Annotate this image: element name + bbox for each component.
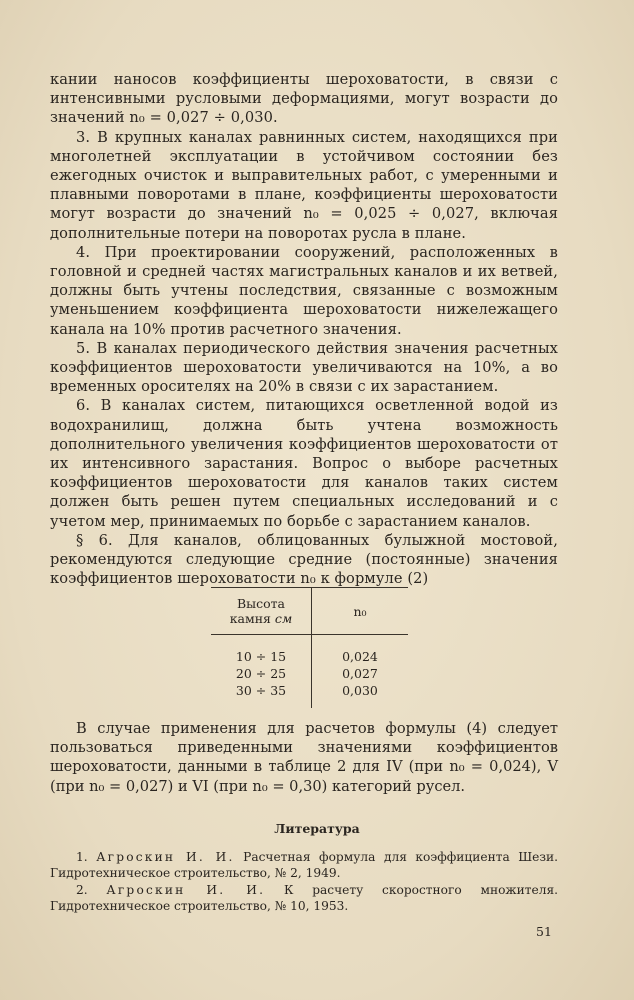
reference-author: Агроскин И. И. bbox=[106, 883, 266, 898]
reference-item bbox=[50, 850, 558, 881]
body-text bbox=[50, 70, 558, 588]
literature-heading: Литература bbox=[274, 821, 360, 836]
table-header-row bbox=[211, 588, 408, 635]
paragraph-item-4: 4. При проектировании сооружений, расположенных в головной и средней частях магистральных каналов и их ветвей, должны быть учтены последствия, связанные с возможным уменьшением коэффициента шероховатости нижележащего канала на 10% против расчетного значения. bbox=[50, 243, 558, 338]
table-row bbox=[211, 664, 408, 681]
header-height-line2: камня bbox=[229, 611, 271, 626]
header-stone-height bbox=[211, 588, 312, 635]
reference-text: Расчетная формула для коэффициента Шези. Гидротехническое строительство, № 2, 1949. bbox=[50, 850, 559, 880]
reference-item bbox=[50, 883, 558, 914]
table-row bbox=[211, 681, 408, 708]
table-row bbox=[211, 635, 408, 665]
paragraph-item-5: 5. В каналах периодического действия значения расчетных коэффициентов шероховатости увеличиваются на 10%, а во временных оросителях на 20% в связи с их зарастанием. bbox=[50, 339, 558, 396]
header-height-line1: Высота bbox=[236, 596, 286, 611]
reference-text: К расчету скоростного множителя. Гидротехническое строительство, № 10, 1953. bbox=[50, 883, 559, 913]
reference-author: Агроскин И. И. bbox=[96, 850, 235, 864]
paragraph-continuation: кании наносов коэффициенты шероховатости, в связи с интенсивными русловыми деформациями, могут возрасти до значений n₀ = 0,027 ÷ 0,030. bbox=[50, 71, 558, 127]
header-height-unit: см bbox=[274, 611, 293, 626]
cell-n0: 0,027 bbox=[342, 666, 378, 681]
cell-n0: 0,024 bbox=[342, 649, 378, 664]
cell-height: 30 ÷ 35 bbox=[211, 681, 312, 708]
page-number: 51 bbox=[536, 924, 552, 939]
header-n0: n₀ bbox=[353, 603, 367, 619]
reference-number: 2. bbox=[76, 883, 88, 898]
cell-n0: 0,030 bbox=[342, 683, 378, 698]
roughness-table bbox=[211, 587, 408, 708]
cell-height: 10 ÷ 15 bbox=[211, 635, 312, 665]
paragraph-item-3: 3. В крупных каналах равнинных систем, находящихся при многолетней эксплуатации в устойчивом состоянии без ежегодных очисток и выправительных работ, с умеренными и плавными поворотами в плане, коэффициенты шероховатости могут возрасти до значений n₀ = 0,025 ÷ 0,027, включая дополнительные потери на поворотах русла в плане. bbox=[50, 128, 558, 242]
paragraph-item-6: 6. В каналах систем, питающихся осветленной водой из водохранилищ, должна быть учтена возможность дополнительного увеличения коэффициентов шероховатости от их интенсивного зарастания. Вопрос о выборе расчетных коэффициентов шероховатости для каналов таких систем должен быть решен путем специальных исследований и с учетом мер, принимаемых по борьбе с зарастанием каналов. bbox=[50, 397, 558, 530]
references-list bbox=[50, 850, 558, 916]
paragraph-after-table: В случае применения для расчетов формулы (4) следует пользоваться приведенными значениями коэффициентов шероховатости, данными в таблице 2 для IV (при n₀ = 0,024), V (при n₀ = 0,027) и VI (при n₀ = 0,30) категорий русел. bbox=[50, 720, 558, 795]
paragraph-section-6: § 6. Для каналов, облицованных булыжной мостовой, рекомендуются следующие средние (постоянные) значения коэффициентов шероховатости n₀ к формуле (2) bbox=[50, 531, 558, 588]
cell-height: 20 ÷ 25 bbox=[211, 664, 312, 681]
reference-number: 1. bbox=[76, 850, 88, 864]
